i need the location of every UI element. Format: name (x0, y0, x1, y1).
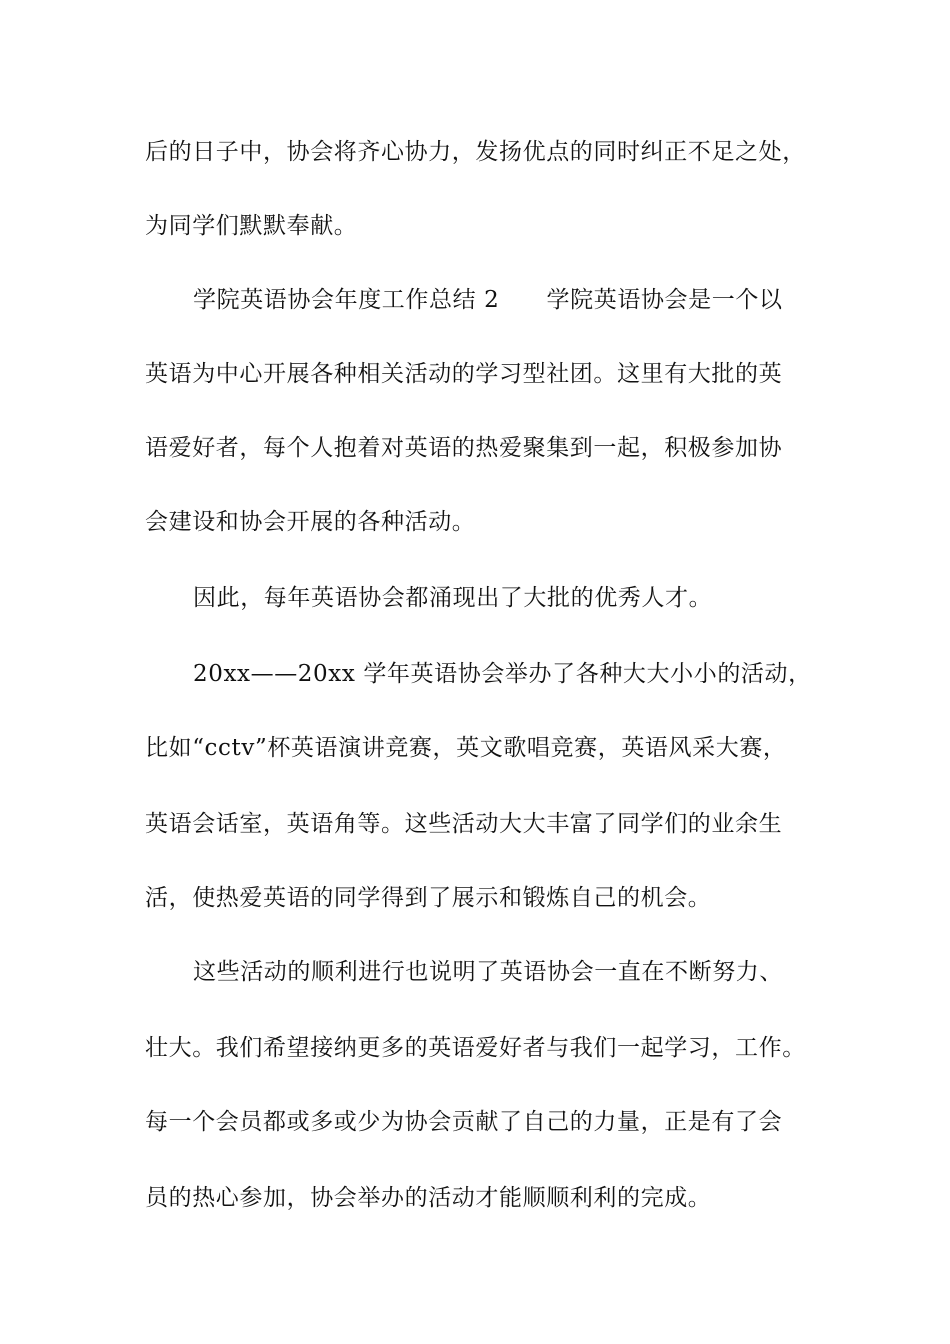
text-line: 20xx——20xx 学年英语协会举办了各种大大小小的活动， (193, 661, 812, 687)
text-line: 活，使热爱英语的同学得到了展示和锻炼自己的机会。 (145, 885, 712, 911)
text-line: 英语为中心开展各种相关活动的学习型社团。这里有大批的英 (145, 361, 783, 387)
text-line: 壮大。我们希望接纳更多的英语爱好者与我们一起学习，工作。 (145, 1035, 806, 1061)
text-line: 后的日子中，协会将齐心协力，发扬优点的同时纠正不足之处， (145, 139, 806, 165)
text-line: 比如“cctv”杯英语演讲竞赛，英文歌唱竞赛，英语风采大赛， (145, 735, 787, 761)
text-line: 这些活动的顺利进行也说明了英语协会一直在不断努力、 (193, 959, 783, 985)
section-heading-line: 学院英语协会年度工作总结 2 学院英语协会是一个以 (193, 287, 783, 313)
text-line: 语爱好者，每个人抱着对英语的热爱聚集到一起，积极参加协 (145, 435, 783, 461)
text-line: 英语会话室，英语角等。这些活动大大丰富了同学们的业余生 (145, 811, 783, 837)
text-line: 每一个会员都或多或少为协会贡献了自己的力量，正是有了会 (145, 1109, 783, 1135)
text-line: 因此，每年英语协会都涌现出了大批的优秀人才。 (193, 585, 713, 611)
text-line: 会建设和协会开展的各种活动。 (145, 509, 476, 535)
text-line: 员的热心参加，协会举办的活动才能顺顺利利的完成。 (145, 1185, 712, 1211)
text-line: 为同学们默默奉献。 (145, 213, 358, 239)
